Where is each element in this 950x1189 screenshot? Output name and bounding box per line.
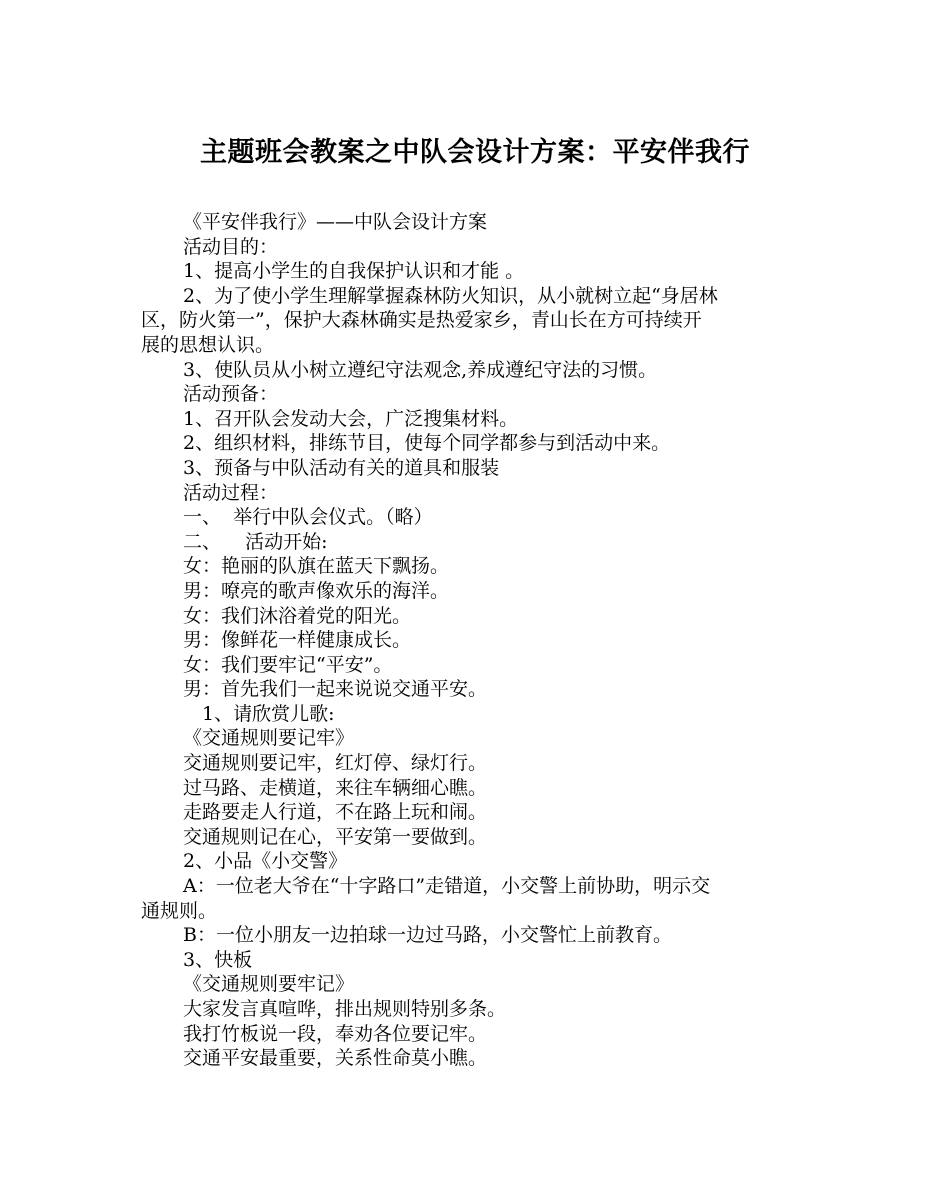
body-line-goal-2b: 区，防火第一”，保护大森林确实是热爱家乡，青山长在方可持续开 — [141, 309, 702, 332]
body-line-song-title: 《交通规则要记牢》 — [183, 727, 355, 750]
body-line-skit-title: 2、小品《小交警》 — [183, 850, 348, 873]
body-line-prep-heading: 活动预备： — [183, 383, 279, 406]
body-line-prep-2: 2、组织材料，排练节目，使每个同学都参与到活动中来。 — [183, 432, 671, 455]
body-line-kuaiban-3: 交通平安最重要，关系性命莫小瞧。 — [183, 1047, 488, 1070]
body-line-dialogue-2: 男：嘹亮的歌声像欢乐的海洋。 — [183, 579, 450, 602]
body-line-dialogue-5: 女：我们要牢记“平安”。 — [183, 653, 393, 676]
body-line-goal-3: 3、使队员从小树立遵纪守法观念,养成遵纪守法的习惯。 — [183, 358, 658, 381]
body-line-skit-a2: 通规则。 — [141, 899, 218, 922]
body-line-goal-1: 1、提高小学生的自我保护认识和才能 。 — [183, 260, 525, 283]
body-line-kuaiban-1: 大家发言真喧哗，排出规则特别多条。 — [183, 998, 507, 1020]
body-line-dialogue-1: 女：艳丽的队旗在蓝天下飘扬。 — [183, 555, 450, 578]
body-line-goal-2c: 展的思想认识。 — [141, 333, 275, 356]
body-line-song-intro: 1、请欣赏儿歌: — [202, 702, 335, 725]
body-line-goal-heading: 活动目的： — [183, 235, 279, 258]
body-line-kuaiban-title: 《交通规则要牢记》 — [183, 973, 355, 996]
body-line-skit-a1: A：一位老大爷在“十字路口”走错道，小交警上前协助，明示交 — [183, 875, 711, 898]
body-line-kuaiban-2: 我打竹板说一段，奉劝各位要记牢。 — [183, 1022, 488, 1045]
body-line-goal-2a: 2、为了使小学生理解掌握森林防火知识，从小就树立起“身居林 — [183, 284, 718, 307]
body-line-step-1: 一、 举行中队会仪式。（略） — [183, 506, 433, 529]
body-line-dialogue-6: 男：首先我们一起来说说交通平安。 — [183, 678, 488, 701]
body-line-skit-b: B：一位小朋友一边拍球一边过马路，小交警忙上前教育。 — [183, 924, 672, 947]
body-line-dialogue-3: 女：我们沐浴着党的阳光。 — [183, 604, 412, 627]
body-line-song-3: 走路要走人行道，不在路上玩和闹。 — [183, 801, 488, 824]
body-line-song-1: 交通规则要记牢，红灯停、绿灯行。 — [183, 752, 488, 775]
body-line-prep-3: 3、预备与中队活动有关的道具和服装 — [183, 456, 500, 479]
body-line-kuaiban: 3、快板 — [183, 948, 253, 971]
document-title: 主题班会教案之中队会设计方案：平安伴我行 — [200, 137, 750, 168]
body-line-song-2: 过马路、走横道，来往车辆细心瞧。 — [183, 776, 488, 799]
body-line-step-2: 二、 活动开始: — [183, 530, 328, 553]
body-line-process-heading: 活动过程： — [183, 481, 279, 504]
body-line-song-4: 交通规则记在心，平安第一要做到。 — [183, 825, 488, 848]
body-line-plan-title: 《平安伴我行》——中队会设计方案 — [183, 211, 488, 233]
body-line-prep-1: 1、召开队会发动大会，广泛搜集材料。 — [183, 407, 519, 430]
body-line-dialogue-4: 男：像鲜花一样健康成长。 — [183, 629, 412, 652]
document-body — [141, 210, 813, 1071]
